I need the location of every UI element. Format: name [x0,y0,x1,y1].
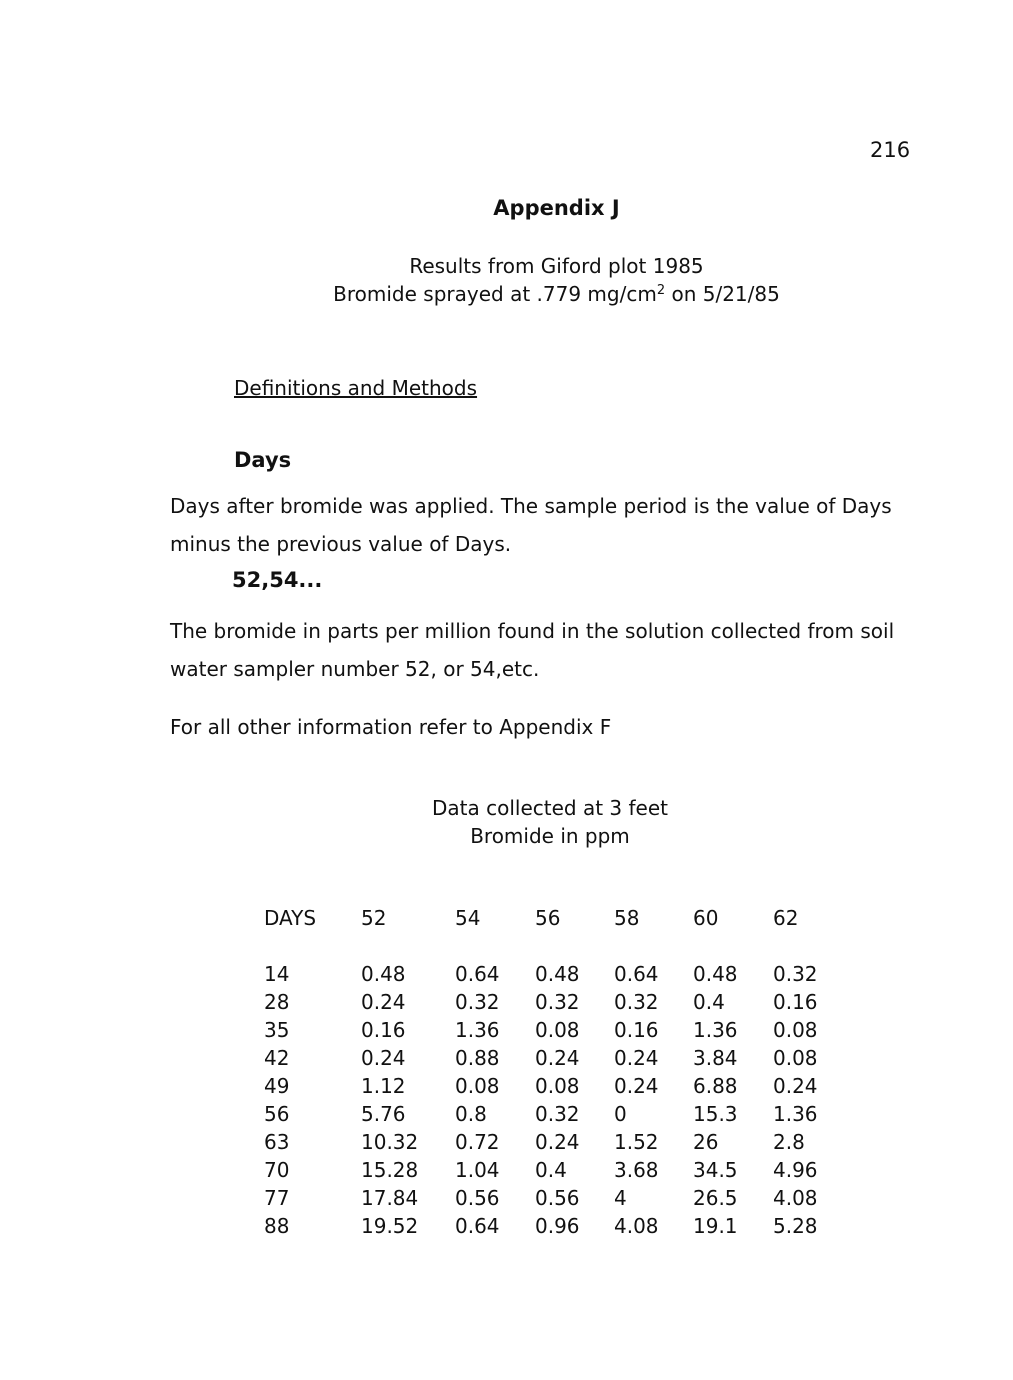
cell-bromide-value: 0.88 [455,1046,500,1070]
header-days: DAYS [264,906,317,930]
other-info-note: For all other information refer to Appendix F [170,715,612,739]
cell-bromide-value: 26.5 [693,1186,738,1210]
cell-bromide-value: 0.64 [455,962,500,986]
cell-bromide-value: 0.48 [693,962,738,986]
table-row [264,1156,833,1184]
cell-bromide-value: 1.36 [455,1018,500,1042]
bromide-data-table [264,906,833,1240]
cell-bromide-value: 0.16 [773,990,818,1014]
samplers-definition: The bromide in parts per million found in the solution collected from soil water sampler number 52, or 54,etc. [170,619,895,681]
samplers-heading: 52,54... [232,568,323,592]
days-heading: Days [234,448,292,472]
cell-bromide-value: 4.96 [773,1158,818,1182]
cell-bromide-value: 3.84 [693,1046,738,1070]
cell-bromide-value: 0.08 [455,1074,500,1098]
cell-bromide-value: 0.24 [361,990,406,1014]
cell-bromide-value: 4 [614,1186,627,1210]
subtitle-application [0,282,1013,306]
cell-bromide-value: 5.28 [773,1214,818,1238]
cell-bromide-value: 0.56 [455,1186,500,1210]
header-sampler-56: 56 [535,906,561,930]
cell-bromide-value: 0.8 [455,1102,487,1126]
cell-bromide-value: 0.72 [455,1130,500,1154]
cell-bromide-value: 1.04 [455,1158,500,1182]
cell-bromide-value: 19.1 [693,1214,738,1238]
header-sampler-60: 60 [693,906,719,930]
cell-days: 42 [264,1046,290,1070]
table-row [264,1100,833,1128]
table-row [264,960,833,988]
cell-bromide-value: 0.24 [361,1046,406,1070]
cell-bromide-value: 15.3 [693,1102,738,1126]
definitions-heading: Definitions and Methods [234,376,478,400]
page-number: 216 [870,138,911,162]
cell-days: 88 [264,1214,290,1238]
table-row [264,1072,833,1100]
subtitle-plot: Results from Giford plot 1985 [409,254,704,278]
table-row [264,1212,833,1240]
cell-bromide-value: 0 [614,1102,627,1126]
cell-bromide-value: 0.24 [535,1046,580,1070]
cell-bromide-value: 1.52 [614,1130,659,1154]
cell-bromide-value: 0.24 [614,1074,659,1098]
superscript: 2 [656,283,666,298]
appendix-title: Appendix J [493,196,620,220]
table-spacer [264,938,833,960]
cell-bromide-value: 0.08 [773,1046,818,1070]
cell-bromide-value: 1.36 [773,1102,818,1126]
table-caption-depth: Data collected at 3 feet [432,796,668,820]
cell-bromide-value: 0.24 [535,1130,580,1154]
cell-bromide-value: 10.32 [361,1130,419,1154]
cell-bromide-value: 6.88 [693,1074,738,1098]
cell-days: 56 [264,1102,290,1126]
cell-bromide-value: 0.4 [693,990,725,1014]
cell-bromide-value: 0.32 [535,990,580,1014]
cell-bromide-value: 0.4 [535,1158,567,1182]
cell-bromide-value: 0.08 [535,1018,580,1042]
cell-bromide-value: 0.08 [535,1074,580,1098]
cell-bromide-value: 0.24 [614,1046,659,1070]
cell-bromide-value: 34.5 [693,1158,738,1182]
cell-bromide-value: 0.32 [614,990,659,1014]
table-row [264,1128,833,1156]
table-row [264,1044,833,1072]
cell-days: 77 [264,1186,290,1210]
cell-bromide-value: 0.96 [535,1214,580,1238]
cell-bromide-value: 26 [693,1130,719,1154]
subtitle-application-text: Bromide sprayed at .779 mg/cm [333,282,657,306]
cell-bromide-value: 17.84 [361,1186,419,1210]
header-sampler-54: 54 [455,906,481,930]
cell-bromide-value: 0.32 [455,990,500,1014]
table-row [264,988,833,1016]
header-sampler-62: 62 [773,906,799,930]
cell-bromide-value: 0.16 [614,1018,659,1042]
table-header-row [264,906,833,938]
cell-bromide-value: 4.08 [773,1186,818,1210]
cell-bromide-value: 1.12 [361,1074,406,1098]
cell-bromide-value: 2.8 [773,1130,805,1154]
cell-bromide-value: 0.08 [773,1018,818,1042]
cell-days: 49 [264,1074,290,1098]
cell-bromide-value: 0.24 [773,1074,818,1098]
table-row [264,1184,833,1212]
cell-bromide-value: 0.56 [535,1186,580,1210]
cell-bromide-value: 4.08 [614,1214,659,1238]
cell-bromide-value: 0.64 [614,962,659,986]
cell-bromide-value: 15.28 [361,1158,419,1182]
cell-days: 35 [264,1018,290,1042]
cell-bromide-value: 3.68 [614,1158,659,1182]
cell-bromide-value: 1.36 [693,1018,738,1042]
header-sampler-52: 52 [361,906,387,930]
cell-bromide-value: 0.64 [455,1214,500,1238]
cell-days: 28 [264,990,290,1014]
cell-bromide-value: 0.32 [773,962,818,986]
header-sampler-58: 58 [614,906,640,930]
cell-bromide-value: 0.48 [535,962,580,986]
subtitle-application-date: on 5/21/85 [665,282,780,306]
cell-days: 63 [264,1130,290,1154]
cell-bromide-value: 19.52 [361,1214,419,1238]
cell-bromide-value: 0.16 [361,1018,406,1042]
days-definition: Days after bromide was applied. The sample period is the value of Days minus the previous value of Days. [170,494,892,556]
cell-bromide-value: 0.32 [535,1102,580,1126]
cell-bromide-value: 5.76 [361,1102,406,1126]
cell-days: 70 [264,1158,290,1182]
table-caption-units: Bromide in ppm [470,824,630,848]
cell-bromide-value: 0.48 [361,962,406,986]
cell-days: 14 [264,962,290,986]
table-body [264,938,833,1240]
table-row [264,1016,833,1044]
